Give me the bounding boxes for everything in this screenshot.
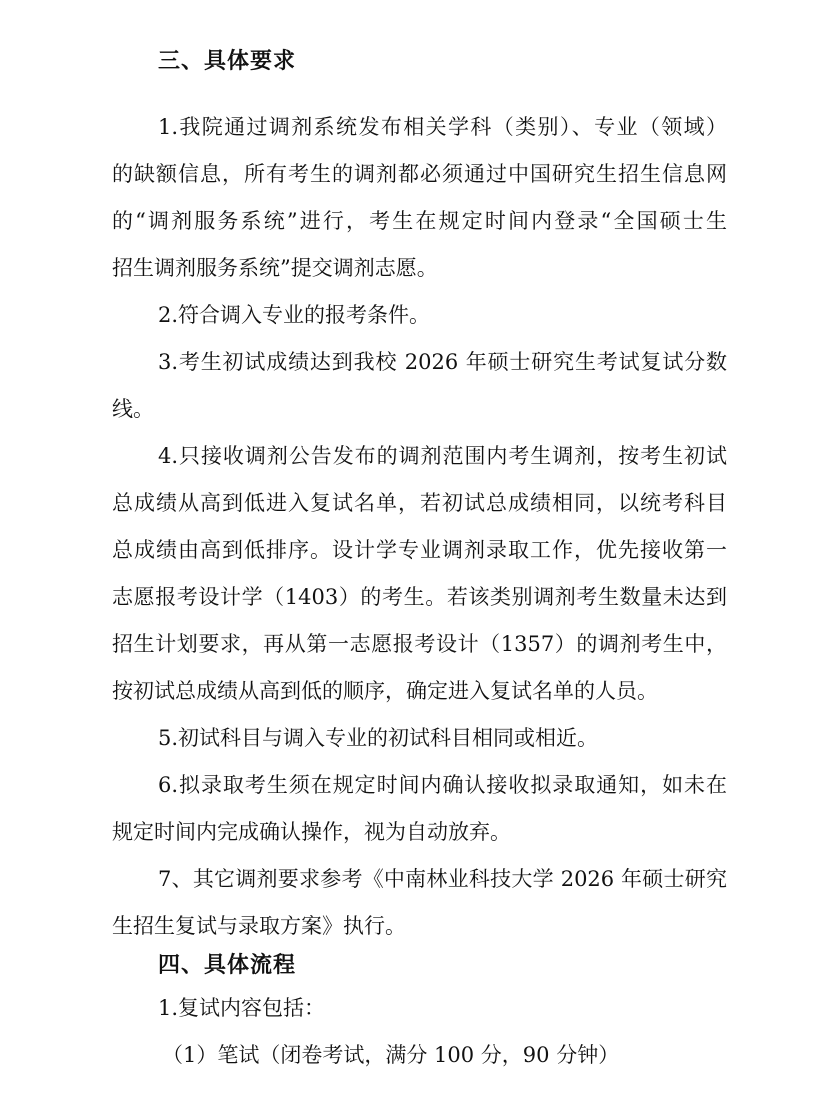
- text-line: 招生计划要求，再从第一志愿报考设计（1357）的调剂考生中，: [112, 632, 727, 656]
- requirement-item-4: [112, 433, 727, 715]
- requirement-item-6: [112, 762, 727, 856]
- text-line: 7、其它调剂要求参考《中南林业科技大学 2026 年硕士研究: [158, 867, 727, 891]
- text-line: 1.复试内容包括：: [158, 996, 326, 1020]
- text-line: 规定时间内完成确认操作，视为自动放弃。: [112, 820, 511, 844]
- process-item-1: [112, 985, 727, 1079]
- text-line: 志愿报考设计学（1403）的考生。若该类别调剂考生数量未达到: [112, 585, 727, 609]
- text-line: 6.拟录取考生须在规定时间内确认接收拟录取通知，如未在: [158, 773, 727, 797]
- text-line: 生招生复试与录取方案》执行。: [112, 914, 406, 938]
- text-line: 总成绩由高到低排序。设计学专业调剂录取工作，优先接收第一: [112, 538, 727, 562]
- requirement-item-2: [112, 292, 727, 339]
- text-line: 4.只接收调剂公告发布的调剂范围内考生调剂，按考生初试: [158, 444, 727, 468]
- text-line: 总成绩从高到低进入复试名单，若初试总成绩相同，以统考科目: [112, 491, 727, 515]
- text-line: 2.符合调入专业的报考条件。: [158, 303, 431, 327]
- requirement-item-1: [112, 104, 727, 292]
- requirement-item-3: [112, 339, 727, 433]
- text-line: 3.考生初试成绩达到我校 2026 年硕士研究生考试复试分数: [158, 350, 727, 374]
- text-line: 1.我院通过调剂系统发布相关学科（类别）、专业（领域）: [158, 115, 727, 139]
- text-line: 的“调剂服务系统”进行，考生在规定时间内登录“全国硕士生: [112, 209, 727, 233]
- text-line: 5.初试科目与调入专业的初试科目相同或相近。: [158, 726, 599, 750]
- section-heading-requirements: 三、具体要求: [158, 49, 297, 74]
- section-heading-process: 四、具体流程: [158, 953, 297, 978]
- requirement-item-5: [112, 715, 727, 762]
- text-line: 按初试总成绩从高到低的顺序，确定进入复试名单的人员。: [112, 679, 658, 703]
- requirement-item-7: [112, 856, 727, 950]
- text-line: 招生调剂服务系统”提交调剂志愿。: [112, 256, 438, 280]
- text-line: （1）笔试（闭卷考试，满分 100 分，90 分钟）: [162, 1043, 620, 1067]
- text-line: 的缺额信息，所有考生的调剂都必须通过中国研究生招生信息网: [112, 162, 727, 186]
- text-line: 线。: [112, 397, 154, 421]
